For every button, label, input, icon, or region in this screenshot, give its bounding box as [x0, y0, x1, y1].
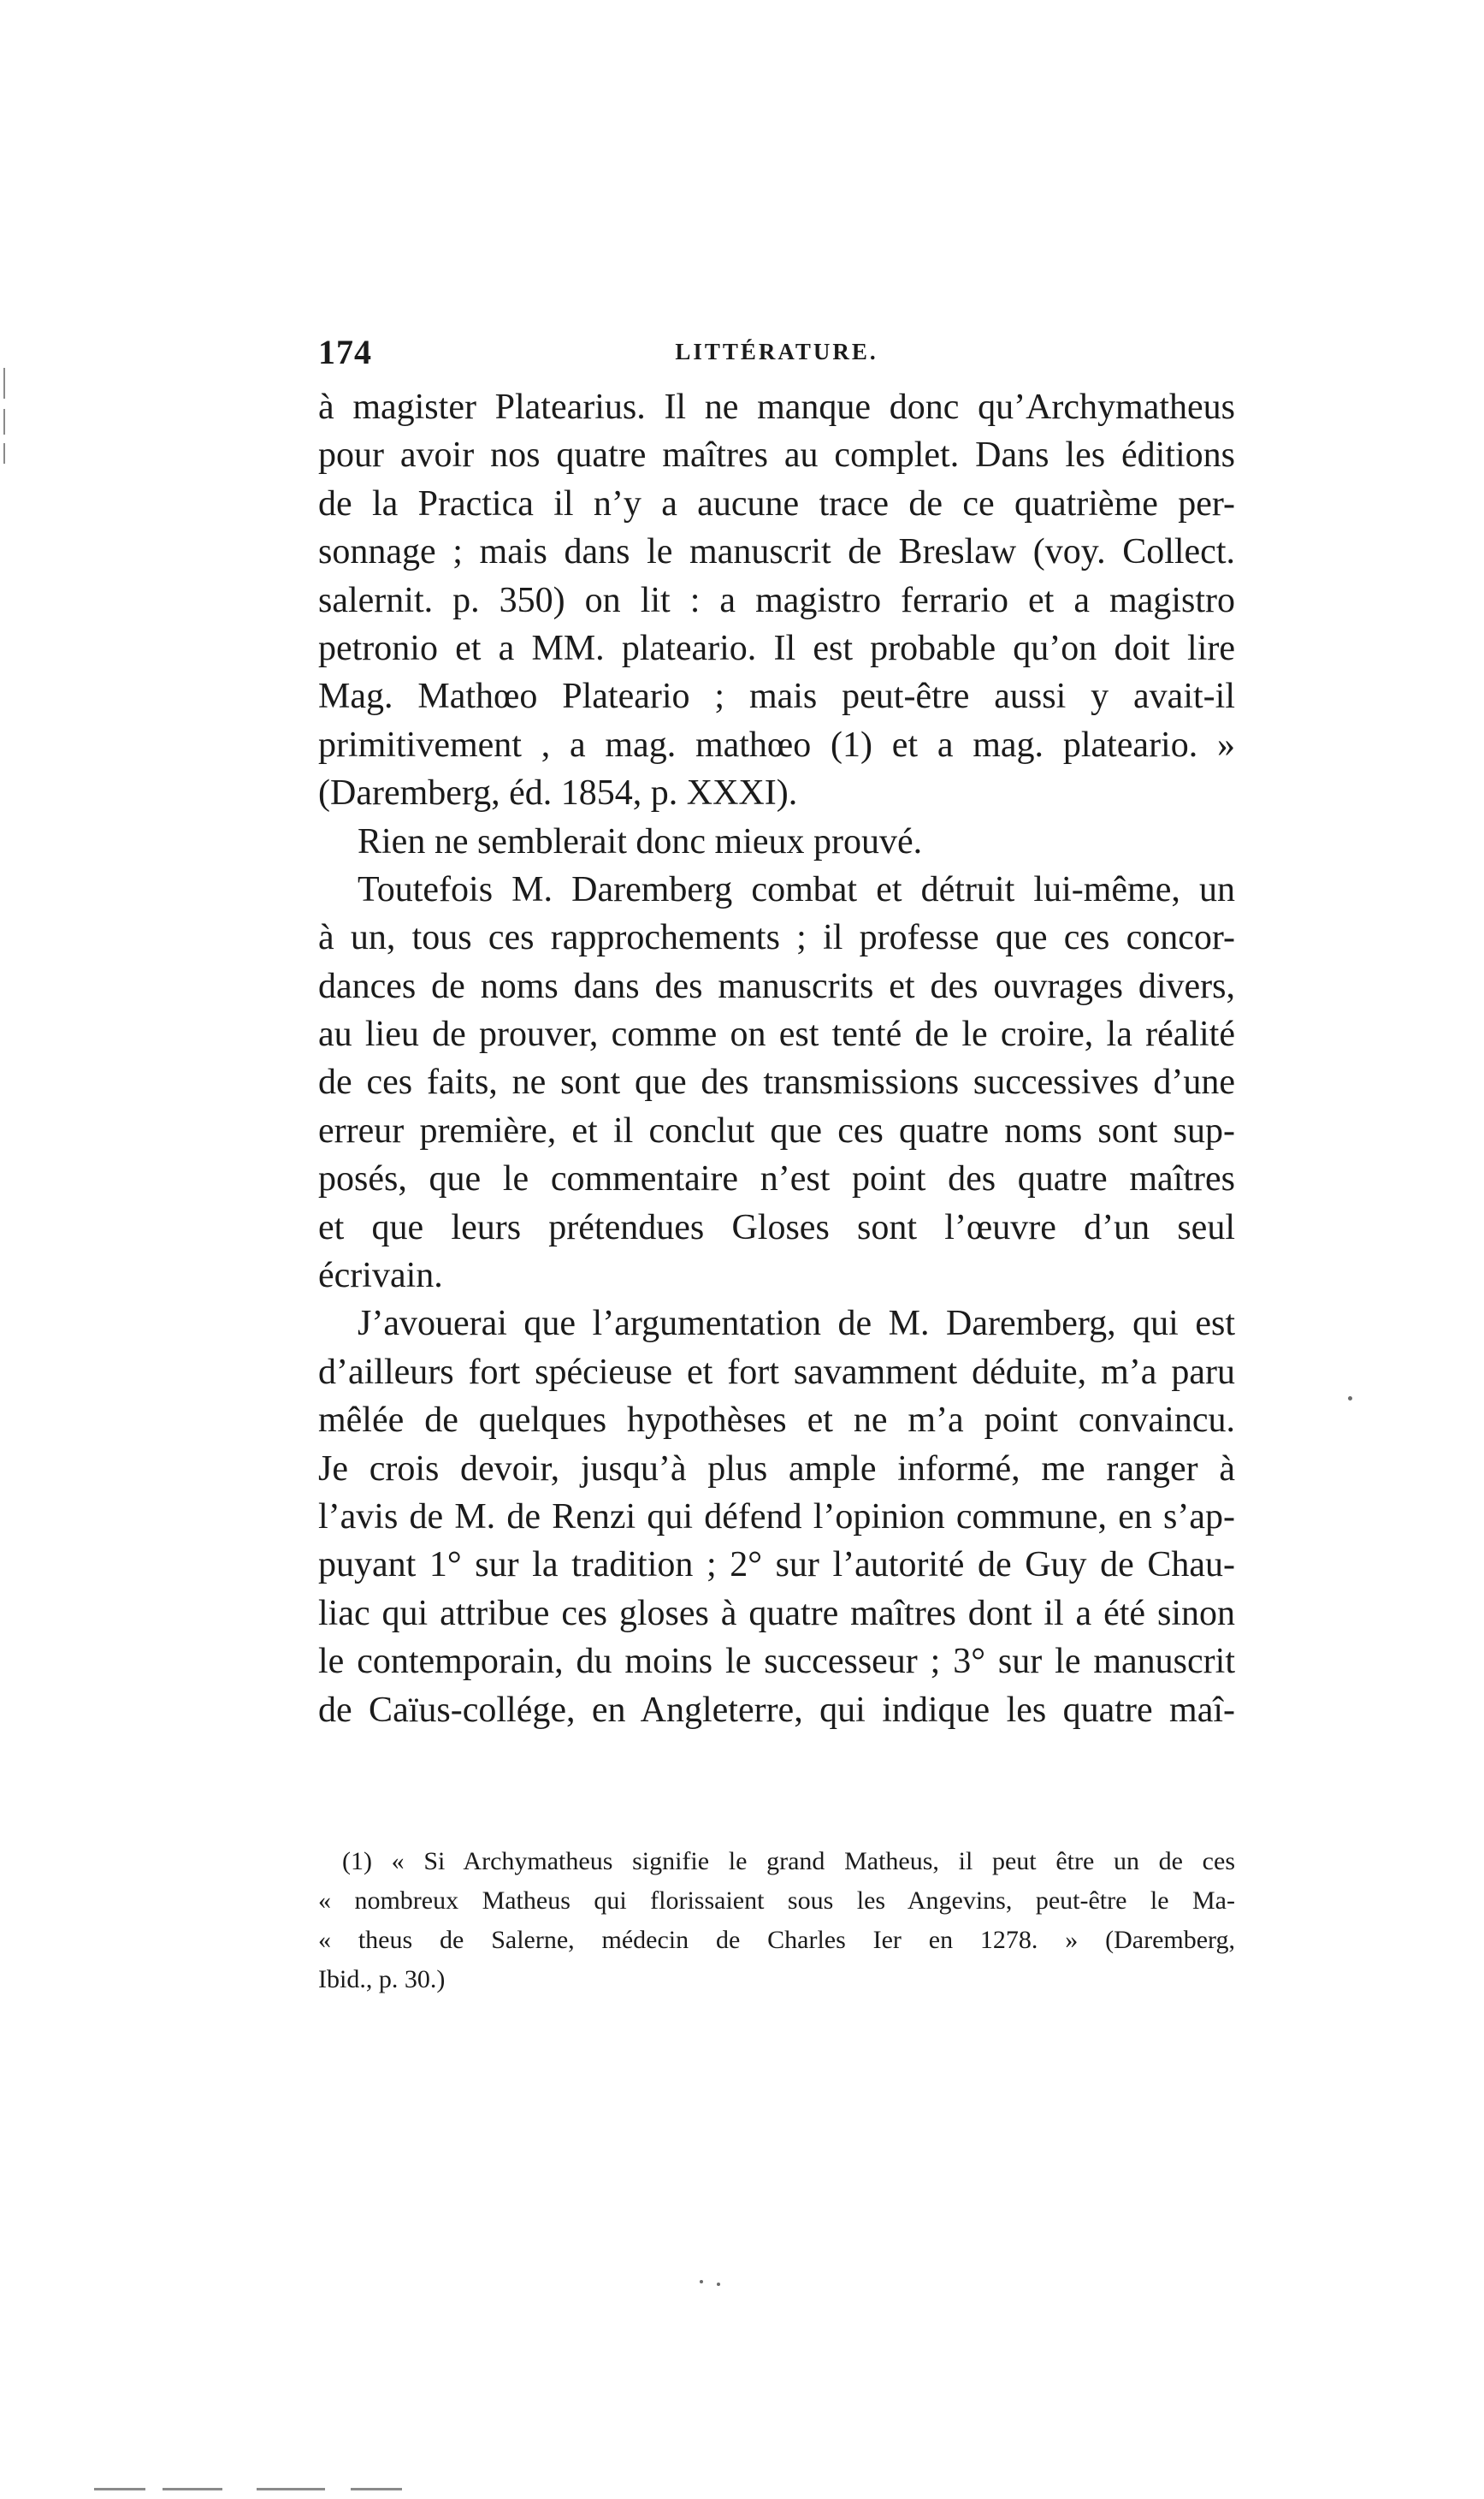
- text-line: de Caïus-collége, en Angleterre, qui indique les quatre maî-: [318, 1690, 1235, 1730]
- text-line: puyant 1° sur la tradition ; 2° sur l’autorité de Guy de Chau-: [318, 1545, 1235, 1585]
- scan-edge-mark: [351, 2488, 402, 2490]
- footnote-line: (1) « Si Archymatheus signifie le grand Matheus, il peut être un de ces: [342, 1847, 1235, 1875]
- text-line: dances de noms dans des manuscrits et des ouvrages divers,: [318, 966, 1235, 1006]
- text-line: J’avouerai que l’argumentation de M. Daremberg, qui est: [358, 1304, 1235, 1344]
- page-number: 174: [318, 333, 372, 371]
- text-line: l’avis de M. de Renzi qui défend l’opinion commune, en s’ap-: [318, 1496, 1235, 1537]
- text-line: erreur première, et il conclut que ces quatre noms sont sup-: [318, 1110, 1235, 1151]
- body-text: [318, 383, 1235, 1734]
- scan-speck: [1348, 1396, 1352, 1401]
- scan-edge-mark: [257, 2488, 325, 2490]
- scan-speck: [700, 2280, 703, 2283]
- text-line: et que leurs prétendues Gloses sont l’œuvre d’un seul: [318, 1207, 1235, 1247]
- text-line: Rien ne semblerait donc mieux prouvé.: [358, 821, 923, 862]
- text-line: pour avoir nos quatre maîtres au complet. Dans les éditions: [318, 435, 1235, 476]
- text-line: d’ailleurs fort spécieuse et fort savamment déduite, m’a paru: [318, 1352, 1235, 1392]
- footnote-line: « nombreux Matheus qui florissaient sous les Angevins, peut-être le Ma-: [318, 1886, 1235, 1915]
- text-line: posés, que le commentaire n’est point des quatre maîtres: [318, 1159, 1235, 1199]
- text-line: de la Practica il n’y a aucune trace de ce quatrième per-: [318, 483, 1235, 524]
- text-line: Toutefois M. Daremberg combat et détruit lui-même, un: [358, 869, 1235, 909]
- scan-speck: [717, 2283, 720, 2286]
- scan-edge-mark: [3, 409, 5, 435]
- text-line: de ces faits, ne sont que des transmissions successives d’une: [318, 1063, 1235, 1103]
- text-line: Mag. Mathœo Plateario ; mais peut-être aussi y avait-il: [318, 677, 1235, 717]
- footnotes: [318, 1842, 1235, 1999]
- footnote-line: Ibid., p. 30.): [318, 1965, 446, 1993]
- text-line: le contemporain, du moins le successeur ; 3° sur le manuscrit: [318, 1642, 1235, 1682]
- text-line: au lieu de prouver, comme on est tenté de le croire, la réalité: [318, 1015, 1235, 1055]
- scan-edge-mark: [3, 443, 5, 464]
- footnote-line: « theus de Salerne, médecin de Charles Ier en 1278. » (Daremberg,: [318, 1926, 1235, 1954]
- text-line: Je crois devoir, jusqu’à plus ample informé, me ranger à: [318, 1448, 1235, 1489]
- text-line: liac qui attribue ces gloses à quatre maîtres dont il a été sinon: [318, 1593, 1235, 1633]
- text-line: sonnage ; mais dans le manuscrit de Breslaw (voy. Collect.: [318, 532, 1235, 572]
- running-title: LITTÉRATURE.: [675, 339, 878, 364]
- text-line: petronio et a MM. plateario. Il est probable qu’on doit lire: [318, 628, 1235, 668]
- text-line: primitivement , a mag. mathœo (1) et a mag. plateario. »: [318, 725, 1235, 765]
- text-line: à un, tous ces rapprochements ; il professe que ces concor-: [318, 918, 1235, 958]
- scan-edge-mark: [163, 2488, 222, 2490]
- text-line: mêlée de quelques hypothèses et ne m’a point convaincu.: [318, 1401, 1235, 1441]
- scan-edge-mark: [3, 368, 5, 399]
- running-head: [318, 332, 1235, 375]
- text-line: à magister Platearius. Il ne manque donc qu’Archymatheus: [318, 388, 1235, 427]
- text-line: (Daremberg, éd. 1854, p. XXXI).: [318, 773, 798, 814]
- text-line: salernit. p. 350) on lit : a magistro ferrario et a magistro: [318, 580, 1235, 620]
- scan-edge-mark: [94, 2488, 145, 2490]
- text-line: écrivain.: [318, 1256, 443, 1296]
